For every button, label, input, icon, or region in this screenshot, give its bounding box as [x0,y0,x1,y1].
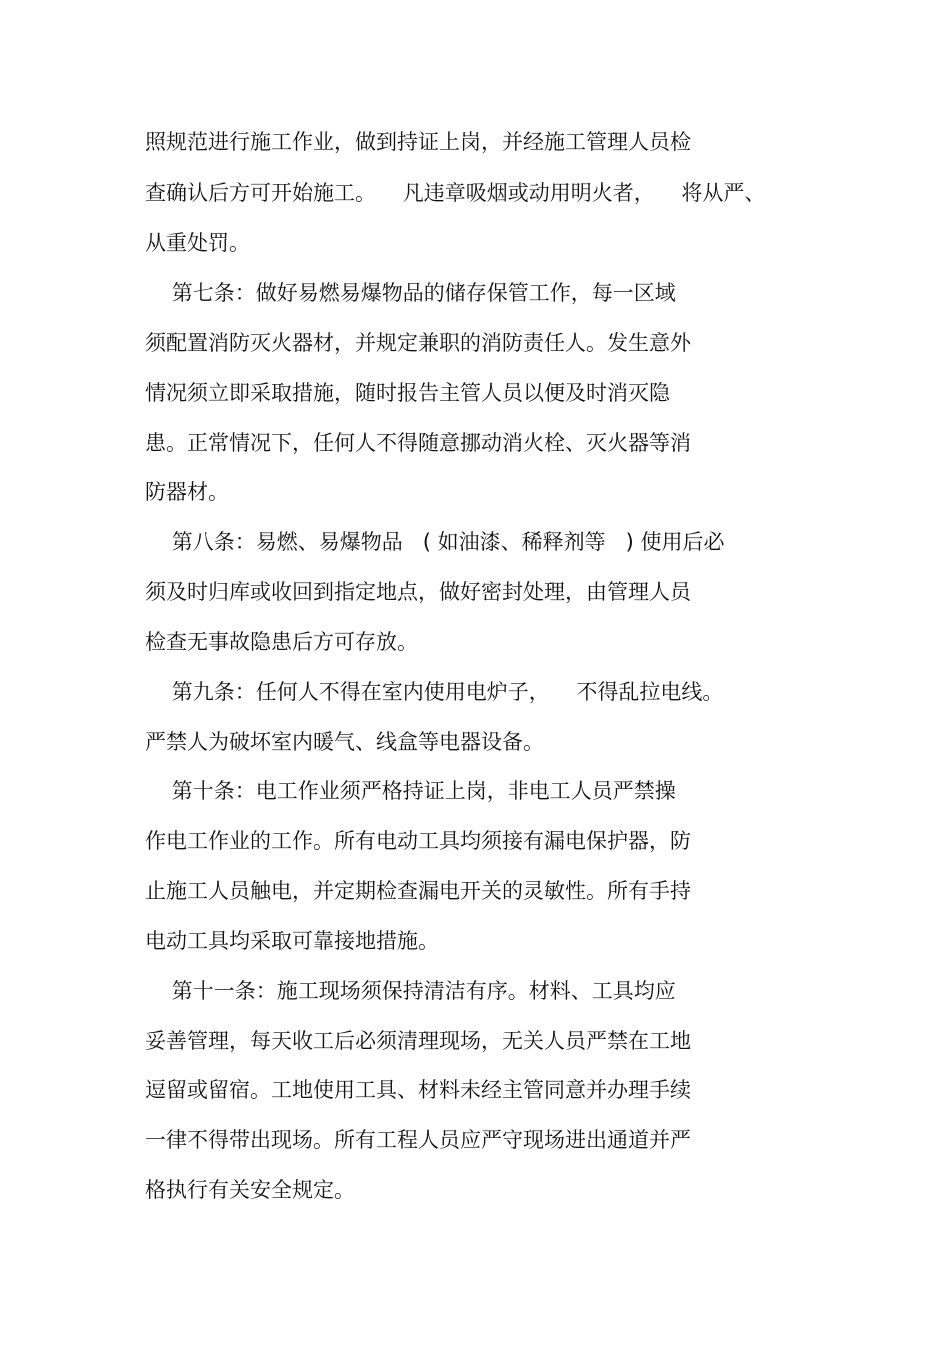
text-line: 防器材。 [145,480,229,504]
text-line: 须及时归库或收回到指定地点，做好密封处理，由管理人员 [145,580,691,604]
text-line: 一律不得带出现场。所有工程人员应严守现场进出通道并严 [145,1128,691,1152]
text-line: 第八条：易燃、易爆物品 ( 如油漆、稀释剂等 ) 使用后必 [145,530,725,554]
text-line: 逗留或留宿。工地使用工具、材料未经主管同意并办理手续 [145,1078,691,1102]
text-line: 照规范进行施工作业，做到持证上岗，并经施工管理人员检 [145,130,691,154]
text-line: 从重处罚。 [145,231,250,255]
text-line: 作电工作业的工作。所有电动工具均须接有漏电保护器，防 [145,829,691,853]
text-line: 查确认后方可开始施工。 凡违章吸烟或动用明火者， 将从严、 [145,181,766,205]
text-line: 严禁人为破坏室内暖气、线盒等电器设备。 [145,730,544,754]
text-line: 须配置消防灭火器材，并规定兼职的消防责任人。发生意外 [145,331,691,355]
text-line: 第七条：做好易燃易爆物品的储存保管工作，每一区域 [145,281,676,305]
text-line: 检查无事故隐患后方可存放。 [145,630,418,654]
text-line: 电动工具均采取可靠接地措施。 [145,929,439,953]
text-line: 患。正常情况下，任何人不得随意挪动消火栓、灭火器等消 [145,431,691,455]
text-line: 第九条：任何人不得在室内使用电炉子， 不得乱拉电线。 [145,680,724,704]
text-line: 格执行有关安全规定。 [145,1178,355,1202]
text-line: 妥善管理，每天收工后必须清理现场，无关人员严禁在工地 [145,1029,691,1053]
text-line: 止施工人员触电，并定期检查漏电开关的灵敏性。所有手持 [145,879,691,903]
text-line: 情况须立即采取措施，随时报告主管人员以便及时消灭隐 [145,381,670,405]
text-line: 第十条：电工作业须严格持证上岗，非电工人员严禁操 [145,779,676,803]
text-line: 第十一条：施工现场须保持清洁有序。材料、工具均应 [145,979,676,1003]
